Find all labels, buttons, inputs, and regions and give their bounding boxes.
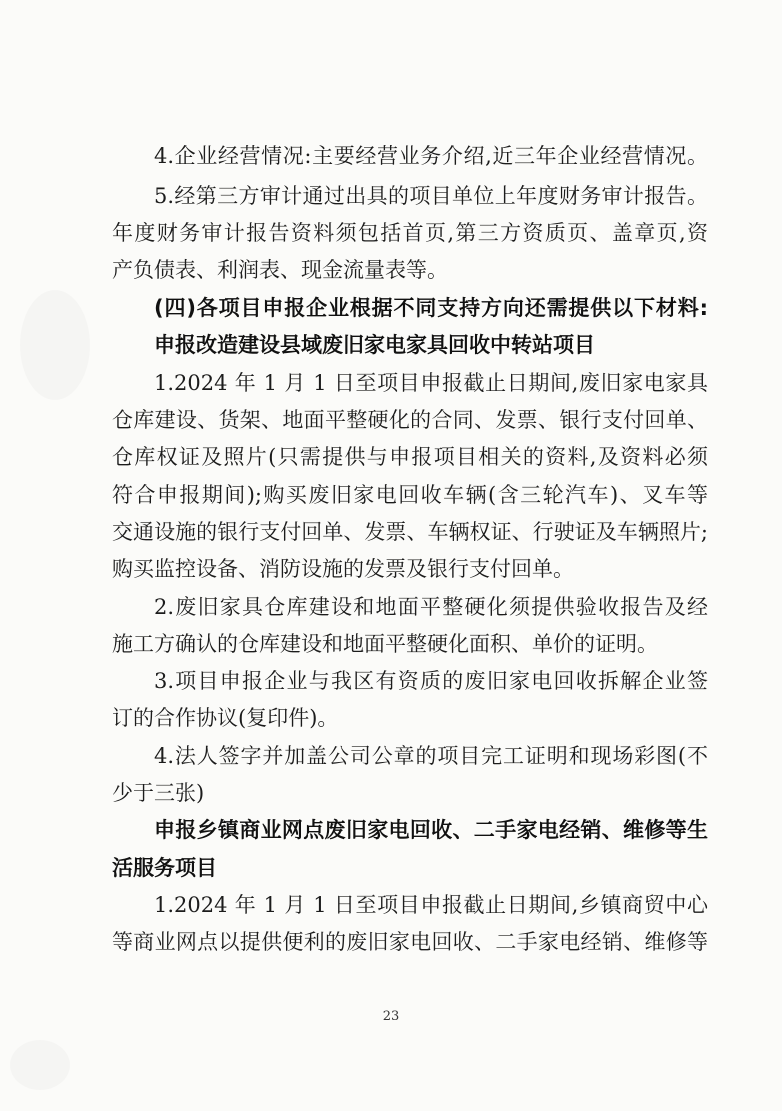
paragraph-line: 4.企业经营情况:主要经营业务介绍,近三年企业经营情况。 (154, 144, 708, 168)
paragraph-line: 交通设施的银行支付回单、发票、车辆权证、行驶证及车辆照片; (112, 520, 708, 544)
paragraph-line: 4.法人签字并加盖公司公章的项目完工证明和现场彩图(不 (154, 744, 708, 768)
paragraph-line: 5.经第三方审计通过出具的项目单位上年度财务审计报告。 (154, 184, 708, 208)
paragraph-line: 2.废旧家具仓库建设和地面平整硬化须提供验收报告及经 (154, 595, 708, 619)
subsection-heading: 活服务项目 (112, 856, 217, 880)
paragraph-line: 施工方确认的仓库建设和地面平整硬化面积、单价的证明。 (112, 632, 658, 656)
paragraph-line: 仓库权证及照片(只需提供与申报项目相关的资料,及资料必须 (112, 445, 708, 469)
scan-smudge (20, 290, 90, 400)
paragraph-line: 1.2024 年 1 月 1 日至项目申报截止日期间,乡镇商贸中心 (154, 893, 708, 917)
scan-smudge (10, 1040, 70, 1090)
paragraph-line: 年度财务审计报告资料须包括首页,第三方资质页、盖章页,资 (112, 221, 708, 245)
paragraph-line: 等商业网点以提供便利的废旧家电回收、二手家电经销、维修等 (112, 930, 708, 954)
page-number: 23 (382, 1009, 400, 1024)
paragraph-line: 符合申报期间);购买废旧家电回收车辆(含三轮汽车)、叉车等 (112, 483, 708, 507)
paragraph-line: 购买监控设备、消防设施的发票及银行支付回单。 (112, 557, 574, 581)
paragraph-line: 订的合作协议(复印件)。 (112, 706, 339, 730)
section-heading: (四)各项目申报企业根据不同支持方向还需提供以下材料: (154, 296, 708, 320)
paragraph-line: 仓库建设、货架、地面平整硬化的合同、发票、银行支付回单、 (112, 408, 708, 432)
paragraph-line: 1.2024 年 1 月 1 日至项目申报截止日期间,废旧家电家具 (154, 371, 708, 395)
paragraph-line: 3.项目申报企业与我区有资质的废旧家电回收拆解企业签 (154, 669, 708, 693)
subsection-heading: 申报改造建设县域废旧家电家具回收中转站项目 (154, 333, 595, 357)
paragraph-line: 产负债表、利润表、现金流量表等。 (112, 258, 448, 282)
subsection-heading: 申报乡镇商业网点废旧家电回收、二手家电经销、维修等生 (154, 818, 708, 842)
paragraph-line: 少于三张) (112, 781, 205, 805)
